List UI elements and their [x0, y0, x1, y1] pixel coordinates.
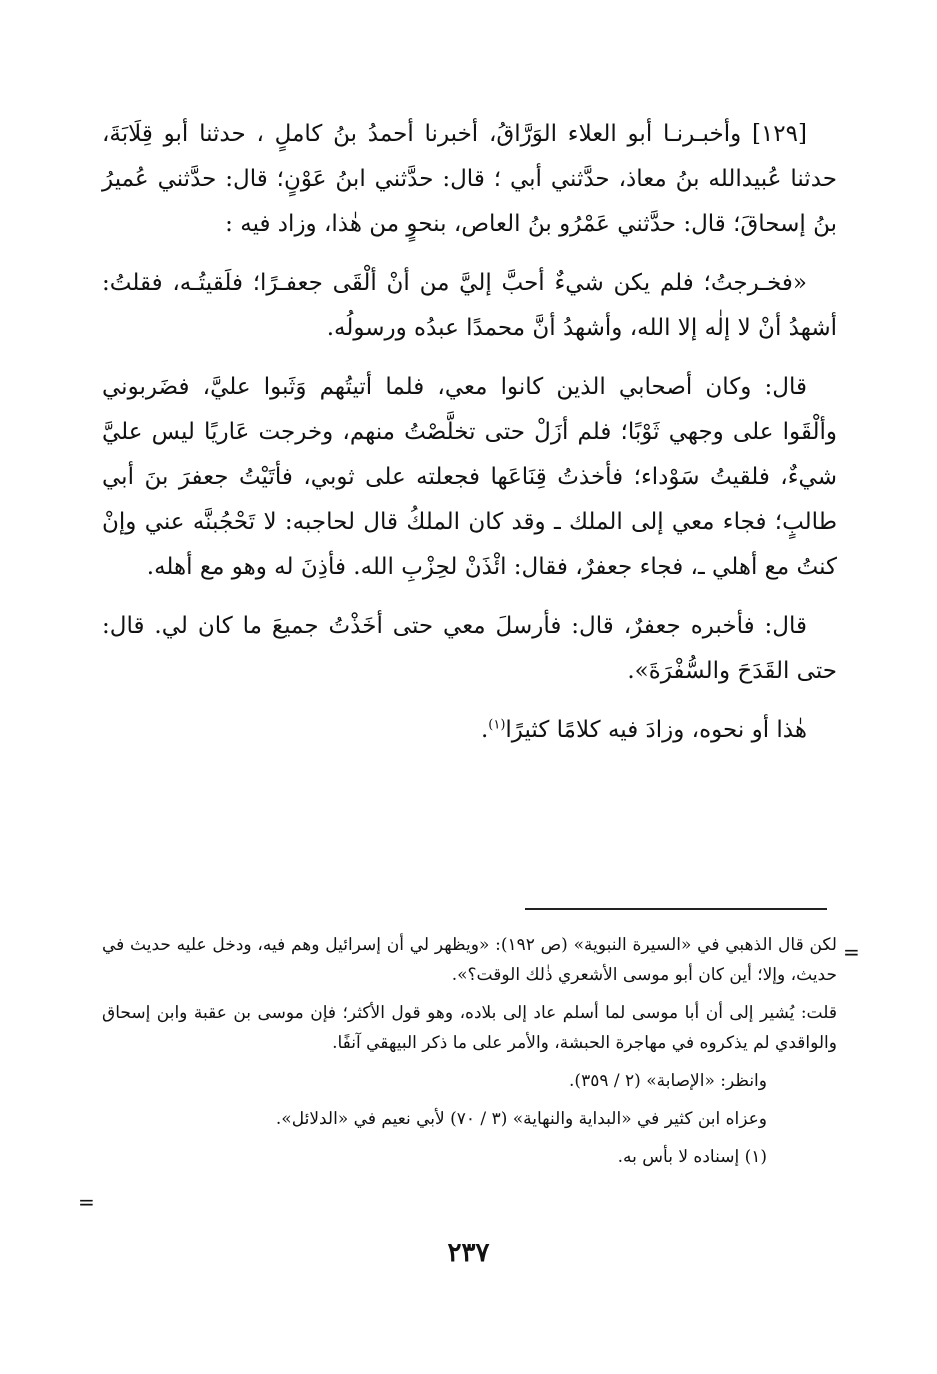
- page-number: ٢٣٧: [447, 1238, 490, 1268]
- paragraph-narration: قال: وكان أصحابي الذين كانوا معي، فلما أتيتُهم وَثَبوا عليَّ، فضَربوني وألْقَوا على وجهي ثَوْبًا؛ فلم أزَلْ حتى تخلَّصْتُ منهم، وخرجت عَاريًا ليس عليَّ شيءٌ، فلقيتُ سَوْداء؛ فأخذتُ قِنَاعَها فجعلته على ثوبي، فأتَيْتُ جعفرَ بنَ أبي طالبٍ؛ فجاء معي إلى الملك ـ وقد كان الملكُ قال لحاجبه: لا تَحْجُبنَّه عني وإنْ كنتُ مع أهلي ـ، فجاء جعفرٌ، فقال: ائْذَنْ لحِزْبِ الله. فأذِنَ له وهو مع أهله.: [102, 374, 837, 580]
- footnotes: [102, 930, 837, 1180]
- paragraph-quote-end: قال: فأخبره جعفرٌ، قال: فأرسلَ معي حتى أخَذْتُ جميعَ ما كان لي. قال: حتى القَدَحَ والسُّفْرَةَ».: [102, 613, 837, 684]
- closing-text: هٰذا أو نحوه، وزادَ فيه كلامًا كثيرًا: [505, 717, 807, 743]
- footnote-attribution: وعزاه ابن كثير في «البداية والنهاية» (٣ / ٧٠) لأبي نعيم في «الدلائل».: [275, 1109, 767, 1129]
- footnote-see-also: وانظر: «الإصابة» (٢ / ٣٥٩).: [569, 1071, 767, 1091]
- continuation-marker-start: =: [843, 940, 860, 964]
- continuation-marker-end: =: [78, 1190, 95, 1214]
- footnote-1: (١) إسناده لا بأس به.: [617, 1147, 767, 1167]
- main-text: [102, 112, 837, 767]
- footnote-separator: [525, 908, 827, 910]
- paragraph-closing: [102, 708, 837, 753]
- closing-period: .: [480, 717, 489, 743]
- footnote-continued: لكن قال الذهبي في «السيرة النبوية» (ص ١٩٢): «ويظهر لي أن إسرائيل وهم فيه، ودخل عليه حديث في حديث، وإلا؛ أين كان أبو موسى الأشعري ذٰلك الوقت؟».: [102, 935, 837, 985]
- footnote-comment: قلت: يُشير إلى أن أبا موسى لما أسلم عاد إلى بلاده، وهو قول الأكثر؛ فإن موسى بن عقبة وابن إسحاق والواقدي لم يذكروه في مهاجرة الحبشة، والأمر على ما ذكر البيهقي آنفًا.: [102, 1003, 837, 1053]
- paragraph-hadith-129: [١٢٩] وأخبـرنـا أبو العلاء الوَرَّاقُ، أخبرنا أحمدُ بنُ كاملٍ ، حدثنا أبو قِلَابَةَ، حدثنا عُبيدالله بنُ معاذ، حدَّثني أبي ؛ قال: حدَّثني ابنُ عَوْنٍ؛ قال: حدَّثني عُميرُ بنُ إسحاقَ؛ قال: حدَّثني عَمْرُو بنُ العاص، بنحوٍ من هٰذا، وزاد فيه :: [102, 121, 837, 237]
- footnote-reference[interactable]: (١): [488, 717, 506, 733]
- paragraph-quote-start: «فخـرجتُ؛ فلم يكن شيءٌ أحبَّ إليَّ من أنْ ألْقَى جعفـرًا؛ فلَقيتُـه، فقلتُ: أشهدُ أنْ لا إلٰه إلا الله، وأشهدُ أنَّ محمدًا عبدُه ورسولُه.: [102, 270, 837, 341]
